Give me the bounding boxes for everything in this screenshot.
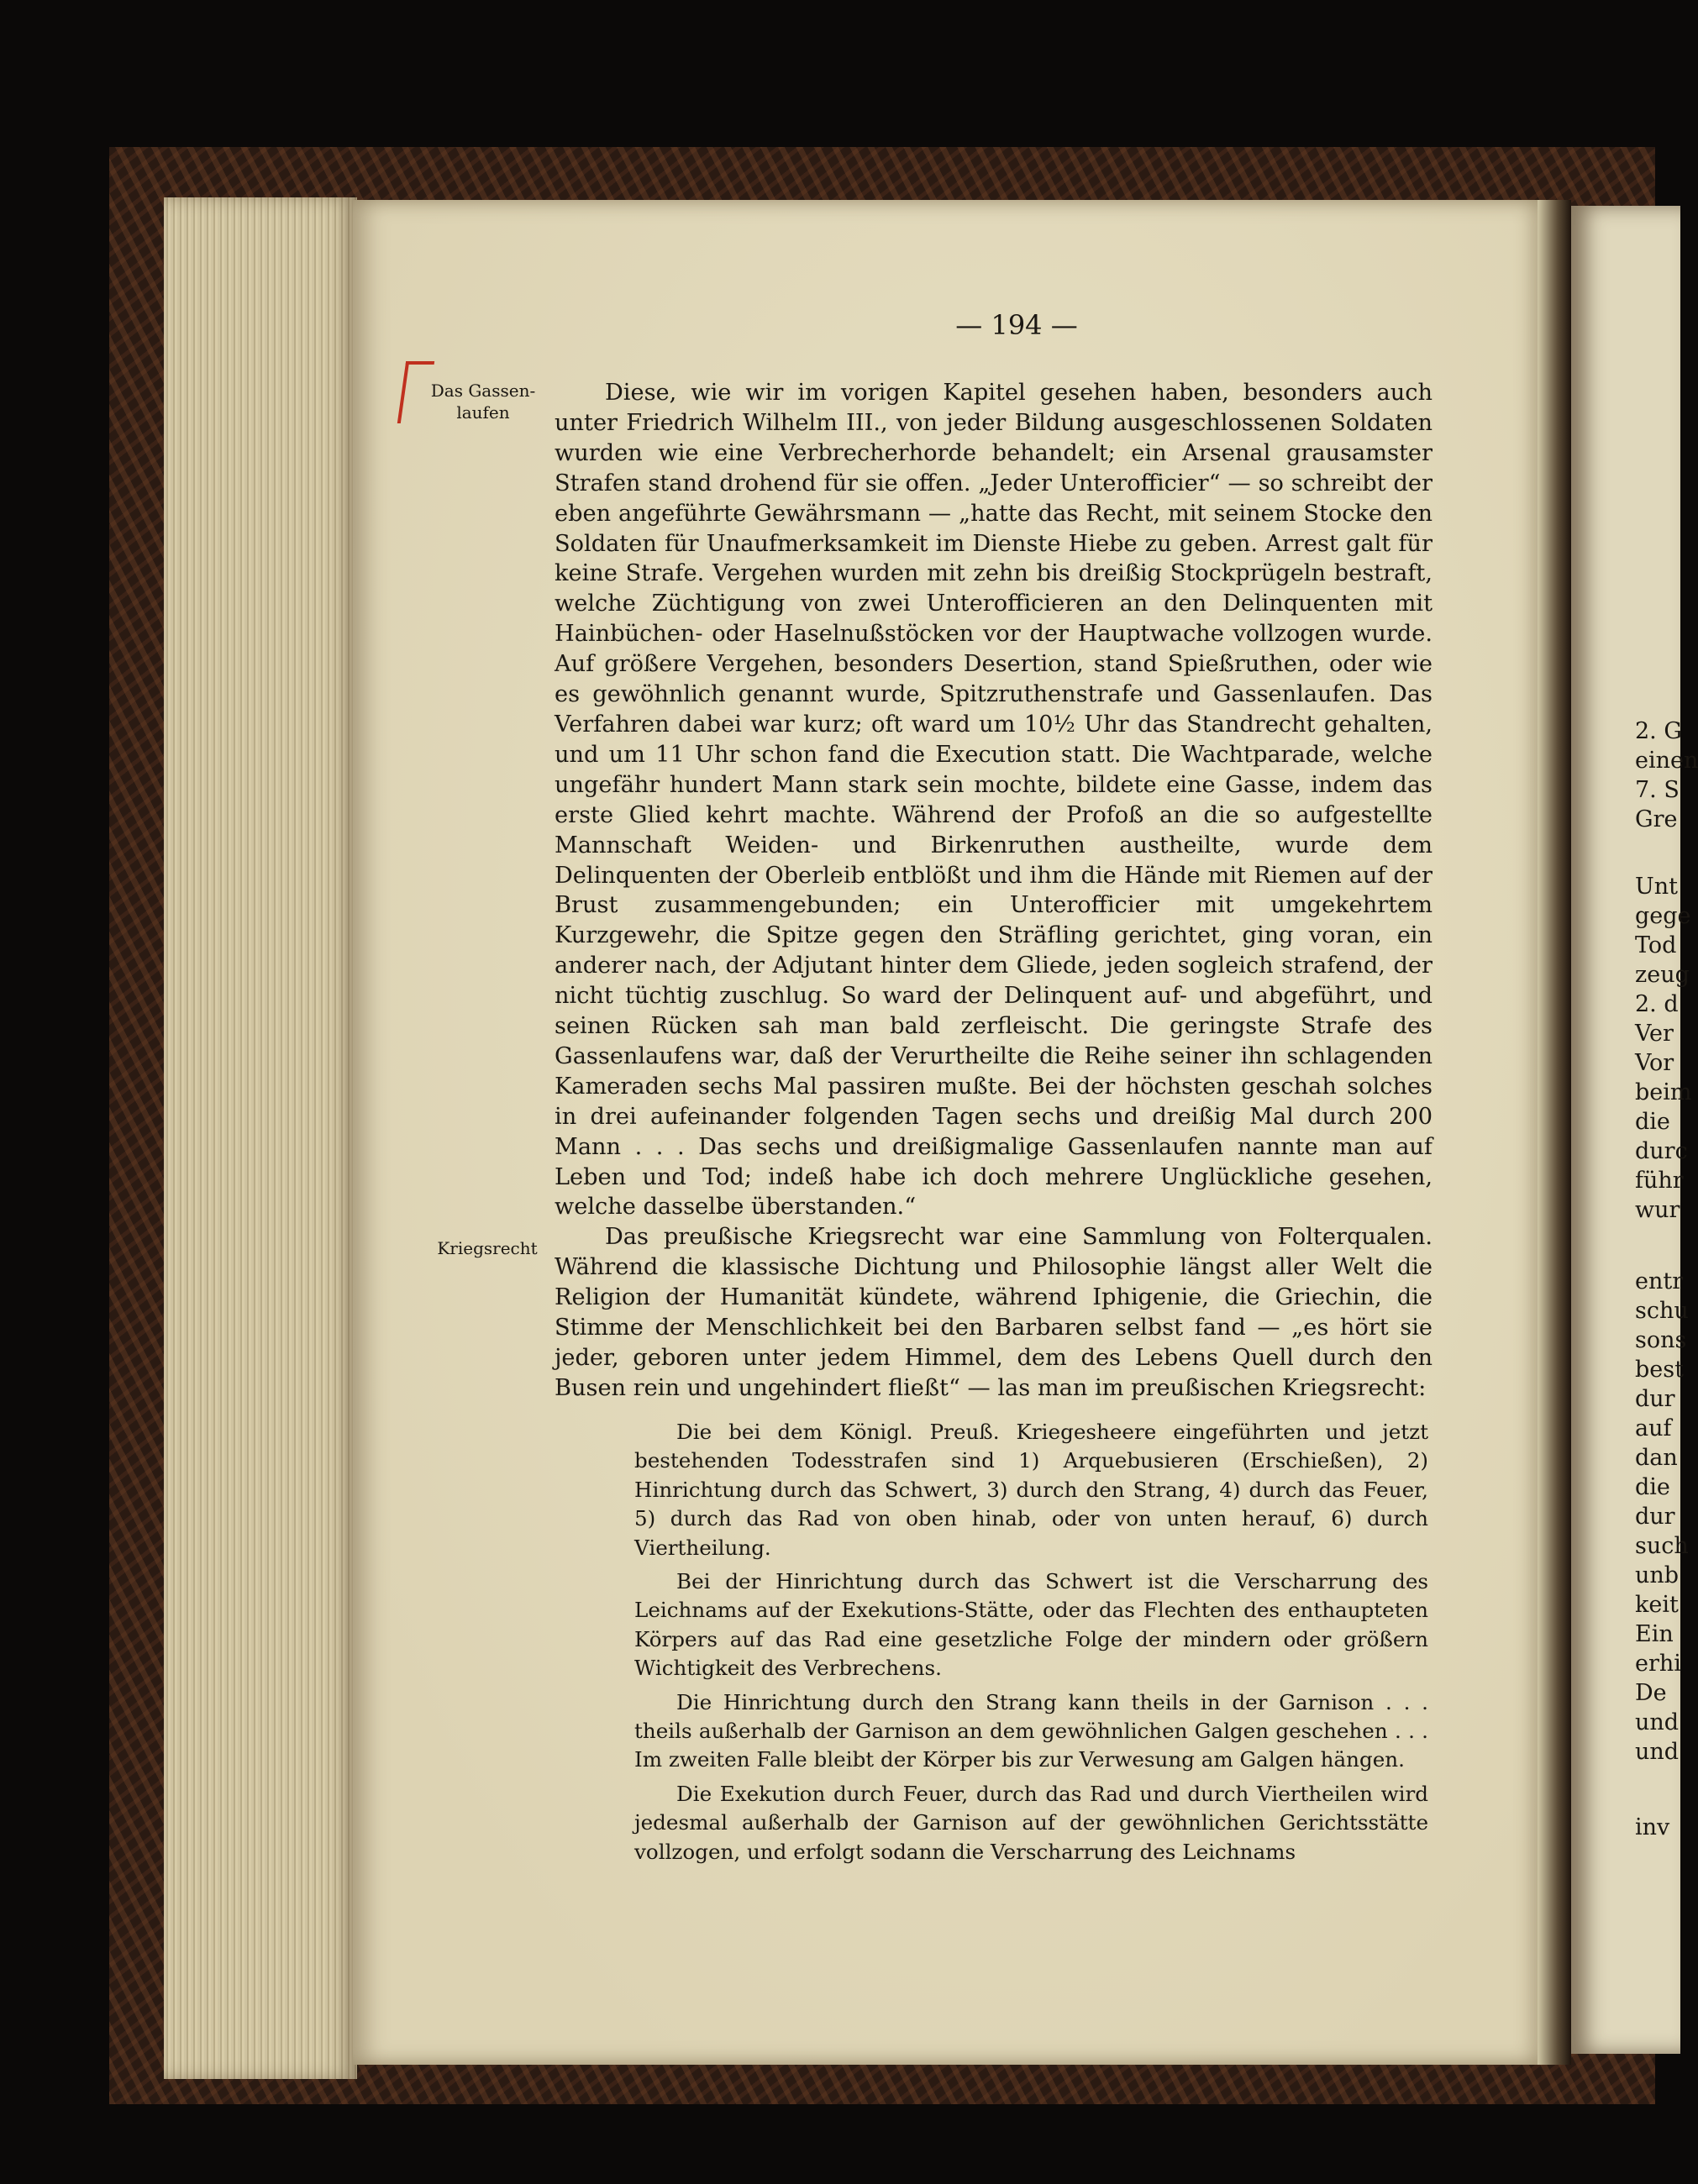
facing-page-fragment: und	[1635, 1709, 1680, 1735]
facing-page-fragment: such	[1635, 1533, 1689, 1559]
facing-page-fragment: zeug	[1635, 962, 1690, 988]
facing-page-fragment: dur	[1635, 1504, 1675, 1530]
facing-page-fragment: Ver	[1635, 1021, 1674, 1047]
facing-page-fragment: die	[1635, 1474, 1670, 1500]
facing-page-fragment: sons	[1635, 1327, 1687, 1353]
facing-page-fragment: entr	[1635, 1268, 1684, 1294]
facing-page-fragment: auf	[1635, 1415, 1672, 1441]
facing-page-fragment: wur	[1635, 1197, 1680, 1223]
facing-page-fragment: unb	[1635, 1562, 1680, 1588]
facing-page-fragment: 2. G	[1635, 718, 1682, 744]
facing-page-fragment: 7. S	[1635, 777, 1680, 803]
margin-note-kriegsrecht: Kriegsrecht	[437, 1238, 538, 1258]
facing-page-fragment: dan	[1635, 1445, 1678, 1471]
kriegsrecht-quote	[634, 1418, 1428, 1872]
paragraph-gassenlaufen: Diese, wie wir im vorigen Kapitel gesehen haben, besonders auch unter Friedrich Wilhelm III., von jeder Bildung ausgeschlossenen Soldaten wurden wie eine Verbrecherhorde behandelt; ein Arsenal grausamster Strafen stand drohend für sie offen. „Jeder Unterofficier“ — so schreibt der eben angeführte Gewährsmann — „hatte das Recht, mit seinem Stocke den Soldaten für Unaufmerksamkeit im Dienste Hiebe zu geben. Arrest galt für keine Strafe. Vergehen wurden mit zehn bis dreißig Stockprügeln bestraft, welche Züchtigung von zwei Unterofficieren an den Delinquenten mit Hainbüchen- oder Haselnußstöcken vor der Hauptwache vollzogen wurde. Auf größere Vergehen, besonders Desertion, stand Spießruthen, oder wie es gewöhnlich genannt wurde, Spitzruthenstrafe und Gassenlaufen. Das Verfahren dabei war kurz; oft ward um 10½ Uhr das Standrecht gehalten, und um 11 Uhr schon fand die Execution statt. Die Wachtparade, welche ungefähr hundert Mann stark sein mochte, bildete eine Gasse, indem das erste Glied kehrt machte. Während der Profoß an die so aufgestellte Mannschaft Weiden- und Birkenruthen austheilte, wurde dem Delinquenten der Oberleib entblößt und ihm die Hände mit Riemen auf der Brust zusammengebunden; ein Unterofficier mit umgekehrtem Kurzgewehr, die Spitze gegen den Sträfling gerichtet, ging voran, ein anderer nach, der Adjutant hinter dem Gliede, jeden sogleich strafend, der nicht tüchtig zuschlug. So ward der Delinquent auf- und abgeführt, und seinen Rücken sah man bald zerfleischt. Die geringste Strafe des Gassenlaufens war, daß der Verurtheilte die Reihe seiner ihn schlagenden Kameraden sechs Mal passiren mußte. Bei der höchsten geschah solches in drei aufeinander folgenden Tagen sechs und dreißig Mal durch 200 Mann . . . Das sechs und dreißigmalige Gassenlaufen nannte man auf Leben und Tod; indeß habe ich doch mehrere Unglückliche gesehen, welche dasselbe überstanden.“	[555, 380, 1433, 1221]
facing-page-fragment: schu	[1635, 1298, 1689, 1324]
facing-page-fragment: erhi	[1635, 1651, 1681, 1677]
quote-paragraph: Bei der Hinrichtung durch das Schwert ist die Verscharrung des Leichnams auf der Exekutions-Stätte, oder das Flechten des enthaupteten Körpers auf das Rad eine gesetzliche Folge der mindern oder größern Wichtigkeit des Verbrechens.	[634, 1569, 1428, 1681]
facing-page-fragment: keit	[1635, 1592, 1679, 1618]
margin-note-gassenlaufen: Das Gassen- laufen	[430, 381, 536, 423]
facing-page-fragment: führ	[1635, 1168, 1684, 1194]
page-edges	[164, 197, 357, 2079]
facing-page-fragment: inv	[1635, 1814, 1670, 1840]
facing-page-fragment: dur	[1635, 1386, 1675, 1412]
facing-page-fragment: durc	[1635, 1138, 1688, 1164]
book-gutter	[1538, 200, 1571, 2065]
facing-page-fragment: Vor	[1635, 1050, 1674, 1076]
facing-page-fragment: best	[1635, 1357, 1684, 1383]
paragraph-kriegsrecht: Das preußische Kriegsrecht war eine Sammlung von Folterqualen. Während die klassische Dichtung und Philosophie längst aller Welt die Religion der Humanität kündete, während Iphigenie, die Griechin, die Stimme der Menschlichkeit bei den Barbaren selbst fand — „es hört sie jeder, geboren unter jedem Himmel, dem des Lebens Quell durch den Busen rein und ungehindert fließt“ — las man im preußischen Kriegsrecht:	[555, 1224, 1433, 1401]
facing-page-fragment: Ein	[1635, 1621, 1674, 1647]
facing-page-fragment: Tod	[1635, 932, 1677, 958]
quote-paragraph: Die Hinrichtung durch den Strang kann theils in der Garnison . . . theils außerhalb der Garnison an dem gewöhnlichen Galgen geschehen . . . Im zweiten Falle bleibt der Körper bis zur Verwesung am Galgen hängen.	[634, 1689, 1428, 1772]
facing-page-fragment: beim	[1635, 1079, 1692, 1105]
facing-page-fragment: die	[1635, 1109, 1670, 1135]
page-number: — 194 —	[955, 309, 1078, 341]
facing-page-fragment: Unt	[1635, 874, 1678, 900]
facing-page-fragment: einen	[1635, 748, 1698, 774]
facing-page-fragment: und	[1635, 1739, 1680, 1765]
main-text	[555, 378, 1433, 1404]
quote-paragraph: Die bei dem Königl. Preuß. Kriegesheere eingeführten und jetzt bestehenden Todesstrafen sind 1) Arquebusieren (Erschießen), 2) Hinrichtung durch das Schwert, 3) durch den Strang, 4) durch das Feuer, 5) durch das Rad von oben hinab, oder von unten herauf, 6) durch Viertheilung.	[634, 1420, 1428, 1560]
facing-page-fragment: gege	[1635, 903, 1691, 929]
facing-page-fragment: Gre	[1635, 806, 1678, 832]
facing-page-fragment: 2. d	[1635, 991, 1679, 1017]
quote-paragraph: Die Exekution durch Feuer, durch das Rad und durch Viertheilen wird jedesmal außerhalb der Garnison auf der gewöhnlichen Gerichtsstätte vollzogen, und erfolgt sodann die Verscharrung des Leichnams	[634, 1781, 1428, 1864]
facing-page-fragment: De	[1635, 1680, 1667, 1706]
